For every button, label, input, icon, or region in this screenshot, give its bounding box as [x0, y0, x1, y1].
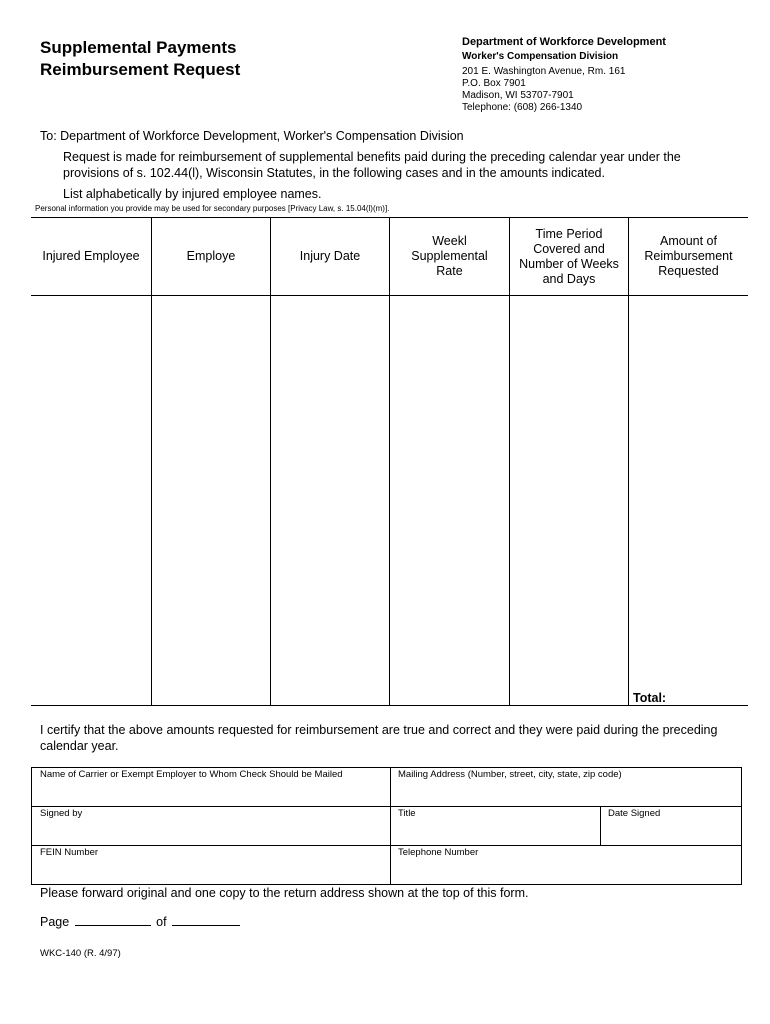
column-header-injured-employee: Injured Employee [42, 249, 140, 263]
privacy-note: Personal information you provide may be used for secondary purposes [Privacy Law, s. 15.04(l)(m)]. [35, 204, 390, 213]
agency-division: Worker's Compensation Division [462, 51, 619, 62]
injured-employee-column-entry[interactable] [31, 296, 151, 705]
form-number: WKC-140 (R. 4/97) [40, 948, 121, 959]
fein-number-field[interactable] [32, 846, 390, 884]
total-label: Total: [633, 691, 667, 705]
fein-number-label: FEIN Number [40, 847, 99, 858]
page-number-field[interactable] [75, 913, 151, 926]
agency-address-line3: Madison, WI 53707-7901 [462, 90, 574, 101]
date-signed-field[interactable] [601, 807, 741, 845]
form-title [40, 37, 240, 81]
weekly-rate-column-entry[interactable] [390, 296, 509, 705]
title-label: Title [398, 808, 416, 819]
carrier-name-field[interactable] [32, 768, 390, 806]
forward-instruction: Please forward original and one copy to the return address shown at the top of this form. [40, 886, 529, 900]
column-header-injury-date: Injury Date [299, 249, 361, 263]
page-label: Page [40, 915, 70, 929]
amount-column-entry[interactable] [629, 296, 748, 686]
agency-address-line2: P.O. Box 7901 [462, 78, 526, 89]
request-line2: provisions of s. 102.44(l), Wisconsin Statutes, in the following cases and in the amounts indicated. [63, 166, 605, 180]
page-count [40, 913, 240, 930]
signed-by-field[interactable] [32, 807, 390, 845]
date-signed-label: Date Signed [608, 808, 661, 819]
mailing-address-field[interactable] [391, 768, 741, 806]
column-header-employe: Employe [186, 249, 236, 263]
carrier-name-label: Name of Carrier or Exempt Employer to Whom Check Should be Mailed [40, 769, 343, 780]
certify-line1: I certify that the above amounts requested for reimbursement are true and correct and they were paid during the preceding [40, 723, 718, 737]
telephone-number-label: Telephone Number [398, 847, 479, 858]
total-amount-field[interactable] [668, 690, 746, 704]
agency-name: Department of Workforce Development [462, 36, 666, 48]
agency-telephone: Telephone: (608) 266-1340 [462, 102, 583, 113]
certify-line2: calendar year. [40, 739, 119, 753]
title-field[interactable] [391, 807, 600, 845]
time-period-column-entry[interactable] [510, 296, 628, 705]
agency-address-line1: 201 E. Washington Avenue, Rm. 161 [462, 66, 626, 77]
mailing-address-label: Mailing Address (Number, street, city, state, zip code) [398, 769, 622, 780]
of-label: of [156, 915, 167, 929]
employe-column-entry[interactable] [152, 296, 270, 705]
request-line1: Request is made for reimbursement of supplemental benefits paid during the preceding calendar year under the [63, 150, 681, 164]
agency-block [462, 36, 666, 114]
column-header-amount: Amount of Reimbursement Requested [644, 234, 733, 278]
to-line: To: Department of Workforce Development, Worker's Compensation Division [40, 129, 464, 143]
telephone-number-field[interactable] [391, 846, 741, 884]
signed-by-label: Signed by [40, 808, 83, 819]
form-title-line2: Reimbursement Request [40, 60, 241, 79]
list-note: List alphabetically by injured employee names. [63, 187, 322, 201]
page-total-field[interactable] [172, 913, 240, 926]
column-header-weekly-rate: Weekl Supplemental Rate [411, 234, 488, 278]
column-header-time-period: Time Period Covered and Number of Weeks and Days [519, 226, 619, 286]
form-title-line1: Supplemental Payments [40, 38, 237, 57]
injury-date-column-entry[interactable] [271, 296, 389, 705]
